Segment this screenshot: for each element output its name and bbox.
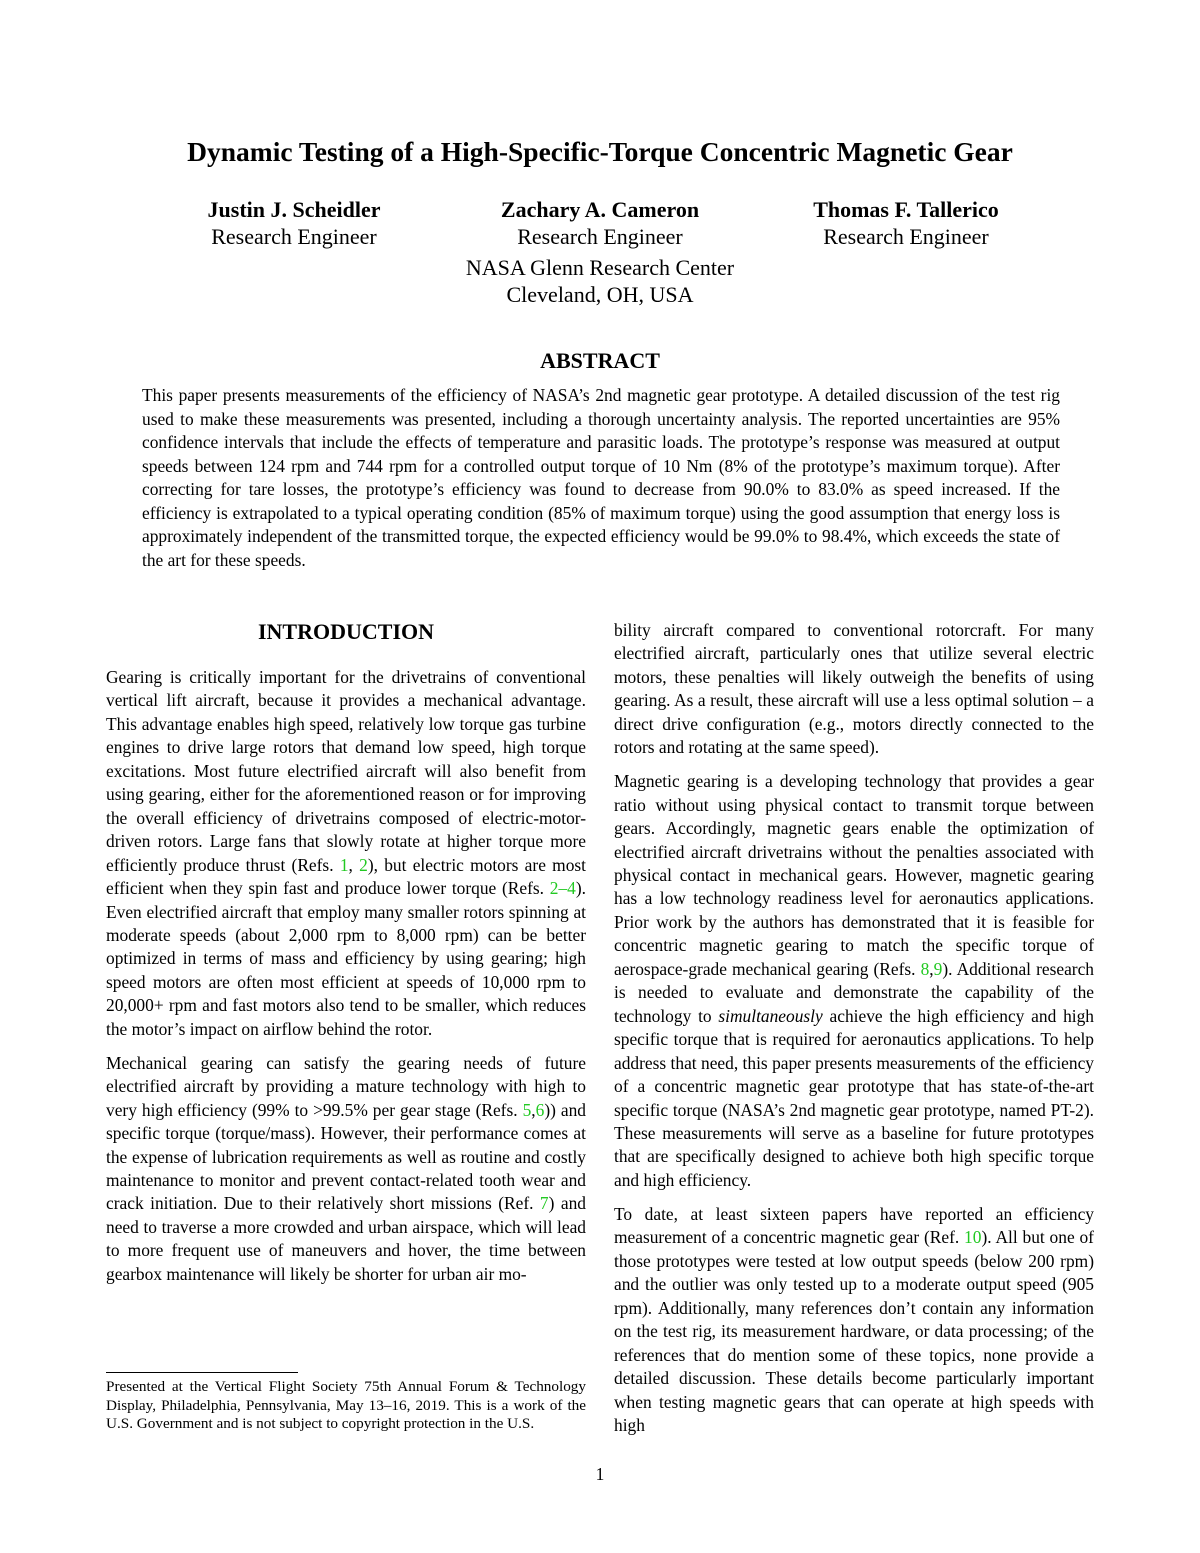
paragraph-text: ) and need to traverse a more crowded and urban airspace, which will lead to more frequent use of maneuvers and hover, the time between gearbox maintenance will likely be shorter for urban air mo- — [106, 1193, 586, 1284]
paper-title: Dynamic Testing of a High-Specific-Torque Concentric Magnetic Gear — [187, 136, 1013, 167]
author-role: Research Engineer — [517, 224, 683, 249]
reference-link[interactable]: 6 — [535, 1099, 545, 1120]
paragraph — [614, 770, 1094, 1192]
paragraph-text: , — [531, 1099, 536, 1120]
emphasis-text: simultaneously — [718, 1005, 823, 1026]
author-name: Justin J. Scheidler — [207, 197, 381, 222]
footnote: Presented at the Vertical Flight Society 75th Annual Forum & Technology Display, Philadelphia, Pennsylvania, May 13–16, 2019. This is a work of the U.S. Government and is not subject to copyright protection in the U.S. — [106, 1378, 586, 1432]
paragraph — [106, 1052, 586, 1287]
author-name: Thomas F. Tallerico — [813, 197, 999, 222]
paragraph-text: Magnetic gearing is a developing technology that provides a gear ratio without using physical contact to transmit torque between gears. Accordingly, magnetic gears enable the optimization of electrified aircraft drivetrains without the penalties associated with physical contact in mechanical gears. However, magnetic gearing has a low technology readiness level for aeronautics applications. Prior work by the authors has demonstrated that it is feasible for concentric magnetic gearing to match the specific torque of aerospace-grade mechanical gearing (Refs. — [614, 771, 1094, 979]
author-block — [756, 196, 1056, 250]
paragraph-text: Gearing is critically important for the drivetrains of conventional vertical lift aircraft, because it provides a mechanical advantage. This advantage enables high speed, relatively low torque gas turbine engines to drive large rotors that demand low speed, high torque excitations. Most future electrified aircraft will also benefit from using gearing, either for the aforementioned reason or for improving the overall efficiency of drivetrains composed of electric-motor-driven rotors. Large fans that slowly rotate at higher torque more efficiently produce thrust (Refs. — [106, 667, 586, 875]
paragraph-text: Mechanical gearing can satisfy the gearing needs of future electrified aircraft by providing a mature technology with high to very high efficiency (99% to >99.5% per gear stage (Refs. — [106, 1052, 586, 1120]
introduction-heading: INTRODUCTION — [257, 619, 435, 644]
affiliation — [300, 254, 900, 308]
reference-link[interactable]: 7 — [539, 1193, 549, 1214]
author-block — [450, 196, 750, 250]
footnote-rule — [106, 1372, 298, 1373]
page-number: 1 — [595, 1464, 605, 1484]
reference-link[interactable]: – — [558, 878, 568, 899]
author-block — [144, 196, 444, 250]
paragraph-text: , — [348, 854, 360, 875]
paragraph — [614, 1203, 1094, 1438]
reference-link[interactable]: 8 — [920, 958, 930, 979]
author-role: Research Engineer — [211, 224, 377, 249]
right-column — [614, 619, 1094, 1448]
abstract-heading: ABSTRACT — [540, 348, 660, 373]
reference-link[interactable]: 9 — [933, 958, 943, 979]
reference-link[interactable]: 2 — [359, 854, 368, 875]
reference-link[interactable]: 10 — [964, 1227, 982, 1248]
paragraph: bility aircraft compared to conventional rotorcraft. For many electrified aircraft, particularly ones that utilize several electric motors, these penalties will likely outweigh the benefits of using gearing. As a result, these aircraft will use a less optimal solution – a direct drive configuration (e.g., motors directly connected to the rotors and rotating at the same speed). — [614, 620, 1094, 758]
paragraph-text: , — [929, 958, 934, 979]
paragraph-text: ). Additional research is needed to evaluate and demonstrate the capability of the technology to — [614, 958, 1094, 1026]
author-role: Research Engineer — [823, 224, 989, 249]
paragraph — [106, 666, 586, 1041]
reference-link[interactable]: 5 — [522, 1099, 532, 1120]
reference-link[interactable]: 2 — [549, 878, 559, 899]
affiliation-org: NASA Glenn Research Center — [465, 255, 735, 280]
affiliation-location: Cleveland, OH, USA — [506, 282, 694, 307]
left-column — [106, 666, 586, 1297]
paragraph-text: ). All but one of those prototypes were tested at low output speeds (below 200 rpm) and the outlier was only tested up to a moderate output speed (905 rpm). Additionally, many references don’t contain any information on the test rig, its measurement hardware, or data processing; of the references that do mention some of these topics, none provide a detailed discussion. These details become particularly important when testing magnetic gears that can operate at high speeds with high — [614, 1227, 1094, 1435]
paragraph-text: ). Even electrified aircraft that employ many smaller rotors spinning at moderate speeds (about 2,000 rpm to 8,000 rpm) can be better optimized in terms of mass and efficiency by using gearing; high speed motors are often most efficient at speeds of 10,000 rpm to 20,000+ rpm and fast motors also tend to be smaller, which reduces the motor’s impact on airflow behind the rotor. — [106, 878, 586, 1039]
paragraph-text: achieve the high efficiency and high specific torque that is required for aeronautics applications. To help address that need, this paper presents measurements of the efficiency of a concentric magnetic gear prototype that has state-of-the-art specific torque (NASA’s 2nd magnetic gear prototype, named PT-2). These measurements will serve as a baseline for future prototypes that are specifically designed to achieve both high specific torque and high efficiency. — [614, 1005, 1094, 1190]
reference-link[interactable]: 1 — [339, 854, 349, 875]
author-name: Zachary A. Cameron — [500, 197, 700, 222]
paragraph-text: ), but electric motors are most efficient when they spin fast and produce lower torque (Refs. — [106, 854, 586, 899]
reference-link[interactable]: 4 — [567, 878, 576, 899]
paragraph-text: )) and specific torque (torque/mass). However, their performance comes at the expense of lubrication requirements as well as routine and costly maintenance to monitor and prevent contact-related tooth wear and crack initiation. Due to their relatively short missions (Ref. — [106, 1099, 586, 1214]
paragraph-text: To date, at least sixteen papers have reported an efficiency measurement of a concentric magnetic gear (Ref. — [614, 1203, 1094, 1248]
abstract-text: This paper presents measurements of the efficiency of NASA’s 2nd magnetic gear prototype. A detailed discussion of the test rig used to make these measurements was presented, including a thorough uncertainty analysis. The reported uncertainties are 95% confidence intervals that include the effects of temperature and parasitic loads. The prototype’s response was measured at output speeds between 124 rpm and 744 rpm for a controlled output torque of 10 Nm (8% of the prototype’s maximum torque). After correcting for tare losses, the prototype’s efficiency was found to decrease from 90.0% to 83.0% as speed increased. If the efficiency is extrapolated to a typical operating condition (85% of maximum torque) using the good assumption that energy loss is approximately independent of the transmitted torque, the expected efficiency would be 99.0% to 98.4%, which exceeds the state of the art for these speeds. — [142, 385, 1060, 570]
